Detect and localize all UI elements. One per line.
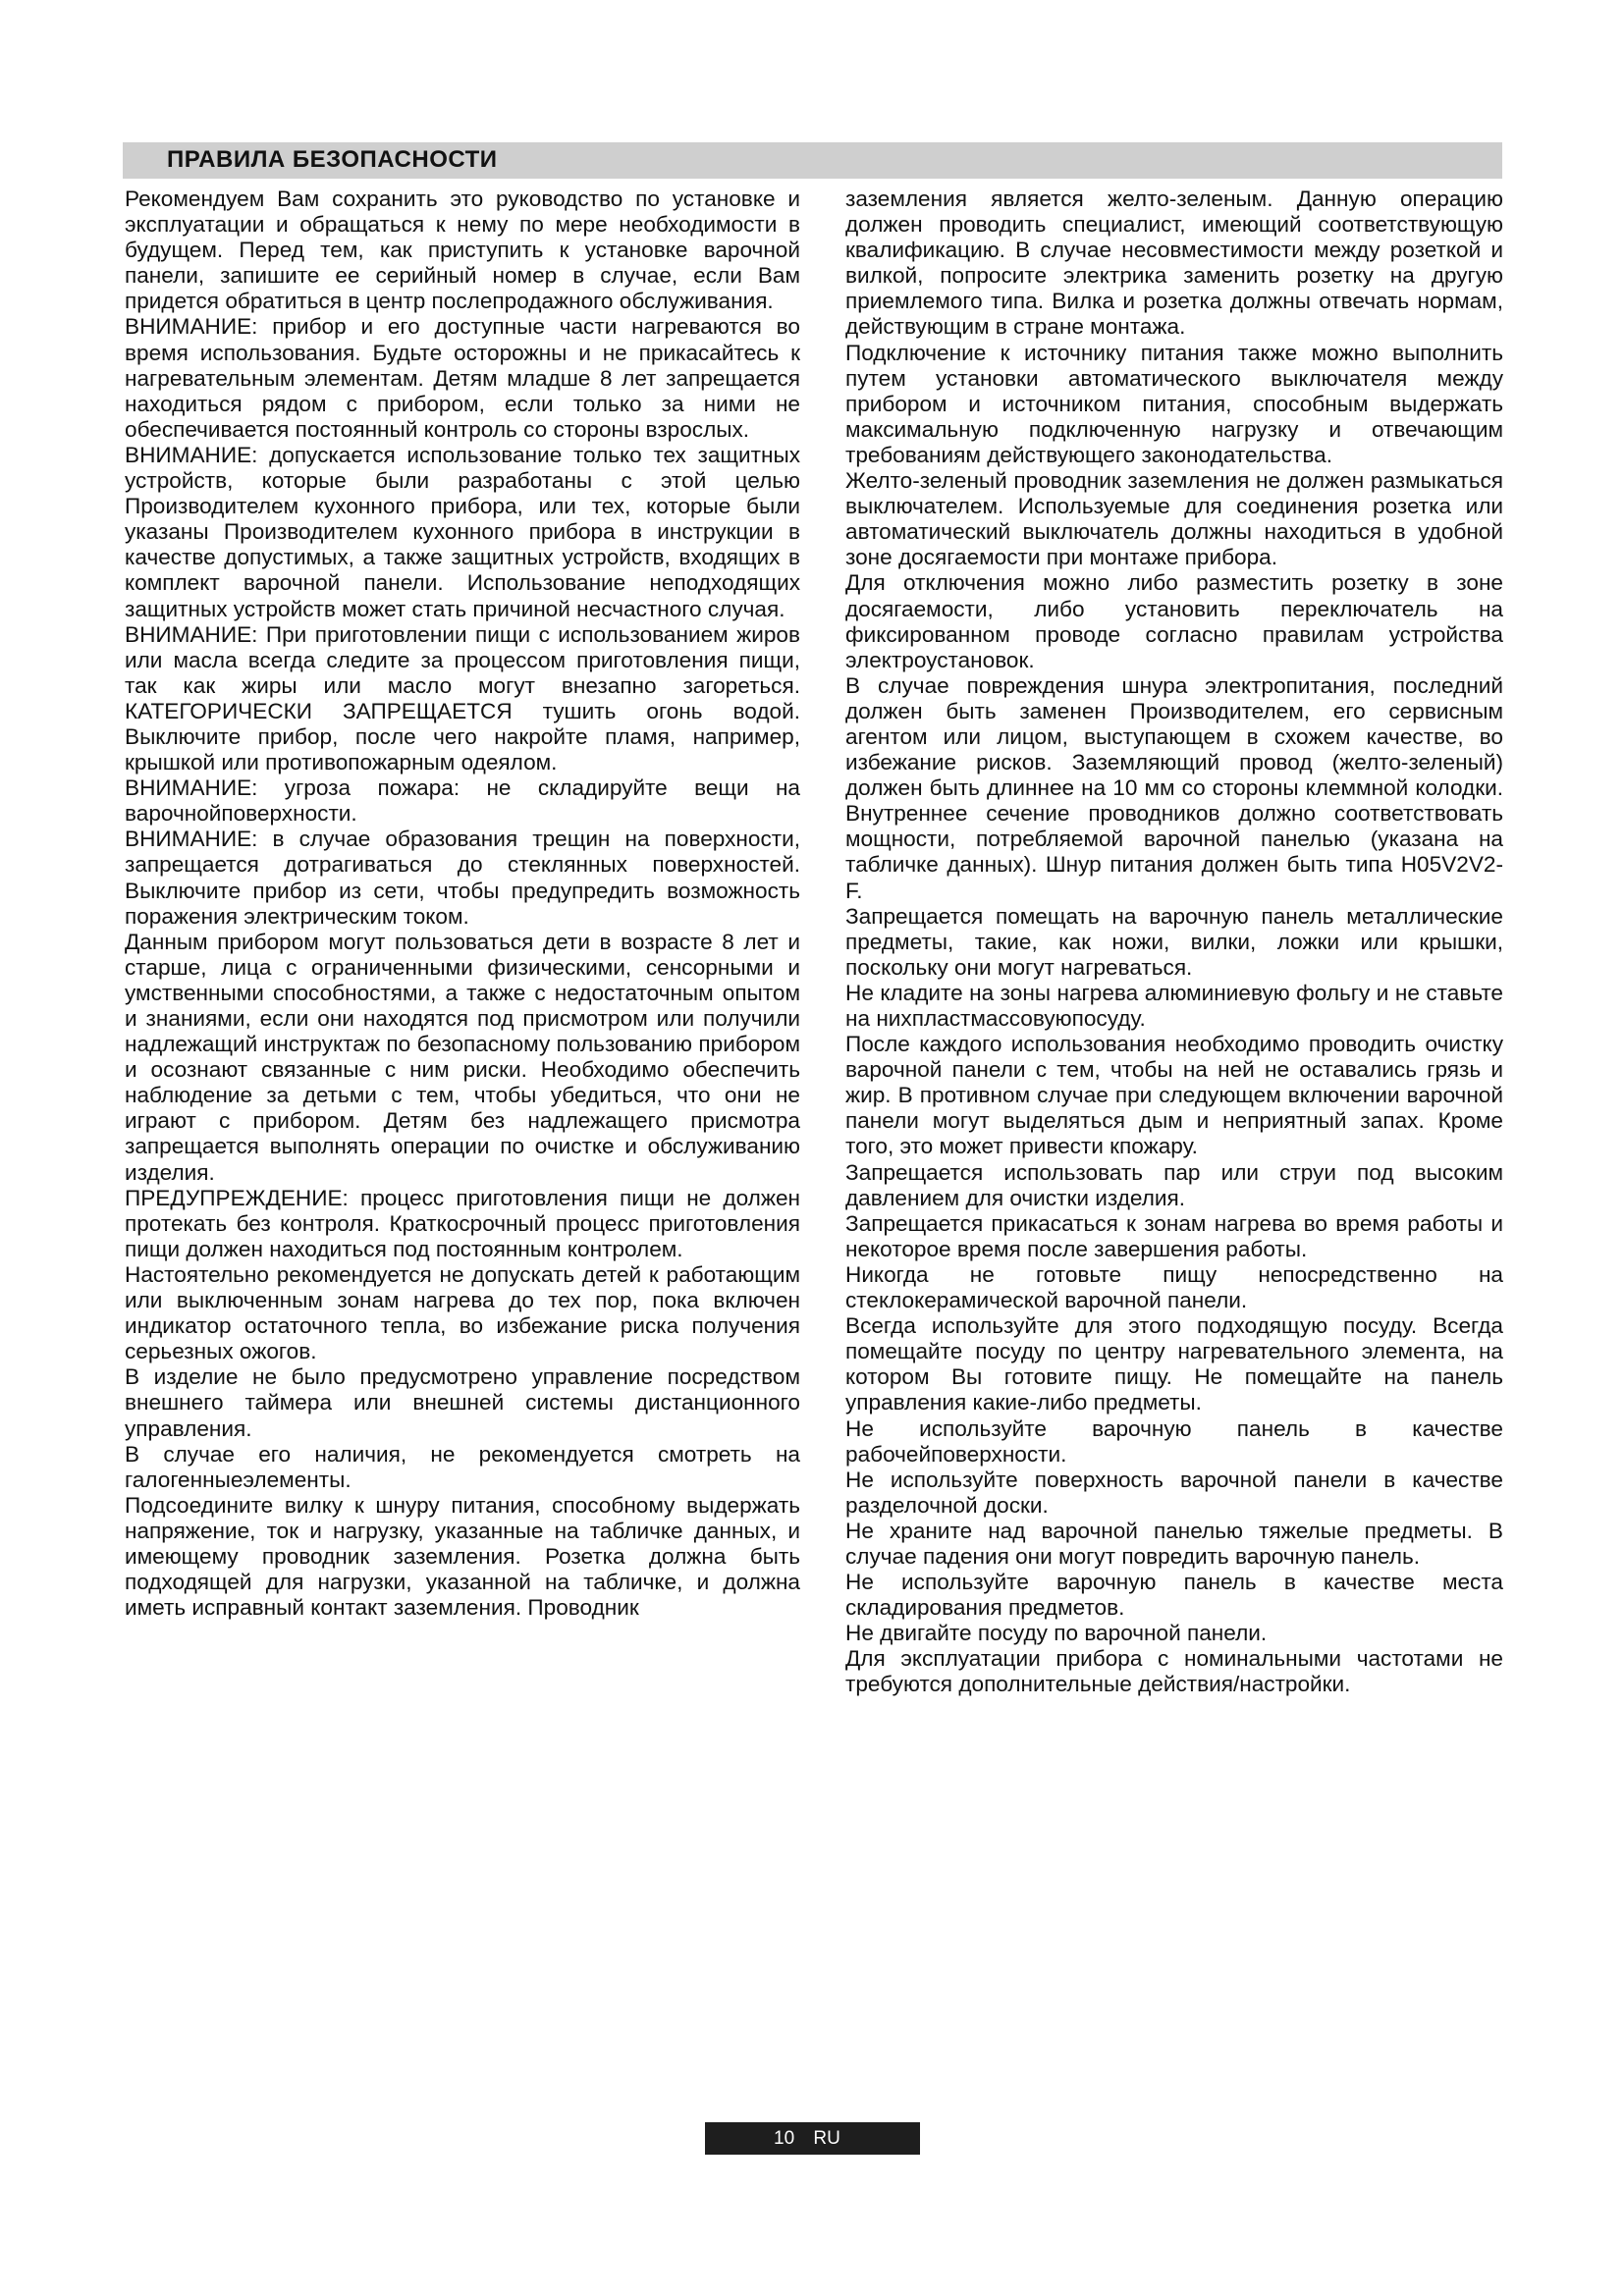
section-header-bar [123, 142, 1502, 179]
paragraph: Не используйте варочную панель в качестве рабочейповерхности. [845, 1415, 1503, 1467]
paragraph: заземления является желто-зеленым. Данную операцию должен проводить специалист, имеющий соответствующую квалификацию. В случае несовместимости между розеткой и вилкой, попросите электрика заменить розетку на другую приемлемого типа. Вилка и розетка должны отвечать нормам, действующим в стране монтажа. [845, 187, 1503, 340]
paragraph: Для отключения можно либо разместить розетку в зоне досягаемости, либо установить переключатель на фиксированном проводе согласно правилам устройства электроустановок. [845, 570, 1503, 672]
paragraph: Подключение к источнику питания также можно выполнить путем установки автоматического выключателя между прибором и источником питания, способным выдержать максимальную подключенную нагрузку и отвечающим требованиям действующего законодательства. [845, 340, 1503, 467]
paragraph: ВНИМАНИЕ: угроза пожара: не складируйте вещи на варочнойповерхности. [125, 775, 800, 827]
page-footer [705, 2122, 920, 2155]
paragraph: Не используйте варочную панель в качестве места складирования предметов. [845, 1570, 1503, 1621]
paragraph: В изделие не было предусмотрено управление посредством внешнего таймера или внешней системы дистанционного управления. [125, 1364, 800, 1441]
page-number: 10 [774, 2128, 795, 2149]
paragraph: ВНИМАНИЕ: в случае образования трещин на поверхности, запрещается дотрагиваться до стеклянных поверхностей. Выключите прибор из сети, чтобы предупредить возможность поражения электрическим током. [125, 827, 800, 929]
paragraph: В случае повреждения шнура электропитания, последний должен быть заменен Производителем, его сервисным агентом или лицом, выступающем в схожем качестве, во избежание рисков. Заземляющий провод (желто-зеленый) должен быть длиннее на 10 мм со стороны клеммной колодки. Внутреннее сечение проводников должно соответствовать мощности, потребляемой варочной панелью (указана на табличке данных). Шнур питания должен быть типа H05V2V2-F. [845, 672, 1503, 903]
paragraph: Настоятельно рекомендуется не допускать детей к работающим или выключенным зонам нагрева до тех пор, пока включен индикатор остаточного тепла, во избежание риска получения серьезных ожогов. [125, 1261, 800, 1364]
paragraph: Для эксплуатации прибора с номинальными частотами не требуются дополнительные действия/настройки. [845, 1646, 1503, 1697]
section-title: ПРАВИЛА БЕЗОПАСНОСТИ [167, 146, 498, 173]
paragraph: ВНИМАНИЕ: допускается использование только тех защитных устройств, которые были разработаны с этой целью Производителем кухонного прибора, или тех, которые были указаны Производителем кухонного прибора в инструкции в качестве допустимых, а также защитных устройств, входящих в комплект варочной панели. Использование неподходящих защитных устройств может стать причиной несчастного случая. [125, 442, 800, 621]
paragraph: Подсоедините вилку к шнуру питания, способному выдержать напряжение, ток и нагрузку, указанные на табличке данных, и имеющему проводник заземления. Розетка должна быть подходящей для нагрузки, указанной на табличке, и должна иметь исправный контакт заземления. Проводник [125, 1492, 800, 1621]
paragraph: Всегда используйте для этого подходящую посуду. Всегда помещайте посуду по центру нагревательного элемента, на котором Вы готовите пищу. Не помещайте на панель управления какие-либо предметы. [845, 1313, 1503, 1415]
right-column [845, 187, 1503, 1698]
paragraph: Не двигайте посуду по варочной панели. [845, 1621, 1268, 1646]
paragraph: В случае его наличия, не рекомендуется смотреть на галогенныеэлементы. [125, 1441, 800, 1492]
paragraph: Желто-зеленый проводник заземления не должен размыкаться выключателем. Используемые для соединения розетка или автоматический выключатель должны находиться в удобной зоне досягаемости при монтаже прибора. [845, 468, 1503, 570]
language-code: RU [813, 2128, 840, 2149]
left-column [125, 187, 800, 1621]
paragraph: Запрещается прикасаться к зонам нагрева во время работы и некоторое время после завершения работы. [845, 1210, 1503, 1261]
paragraph: Запрещается помещать на варочную панель металлические предметы, такие, как ножи, вилки, ложки или крышки, поскольку они могут нагреваться. [845, 903, 1503, 980]
paragraph: ПРЕДУПРЕЖДЕНИЕ: процесс приготовления пищи не должен протекать без контроля. Краткосрочный процесс приготовления пищи должен находиться под постоянным контролем. [125, 1185, 800, 1261]
paragraph: Никогда не готовьте пищу непосредственно на стеклокерамической варочной панели. [845, 1261, 1503, 1313]
paragraph: ВНИМАНИЕ: При приготовлении пищи с использованием жиров или масла всегда следите за процессом приготовления пищи, так как жиры или масло могут внезапно загореться. КАТЕГОРИЧЕСКИ ЗАПРЕЩАЕТСЯ тушить огонь водой. Выключите прибор, после чего накройте пламя, например, крышкой или противопожарным одеялом. [125, 621, 800, 775]
paragraph: Рекомендуем Вам сохранить это руководство по установке и эксплуатации и обращаться к нему по мере необходимости в будущем. Перед тем, как приступить к установке варочной панели, запишите ее серийный номер в случае, если Вам придется обратиться в центр послепродажного обслуживания. [125, 187, 800, 314]
paragraph: Данным прибором могут пользоваться дети в возрасте 8 лет и старше, лица с ограниченными физическими, сенсорными и умственными способностями, а также с недостаточным опытом и знаниями, если они находятся под присмотром или получили надлежащий инструктаж по безопасному пользованию прибором и осознают связанные с ним риски. Необходимо обеспечить наблюдение за детьми с тем, чтобы убедиться, что они не играют с прибором. Детям без надлежащего присмотра запрещается выполнять операции по очистке и обслуживанию изделия. [125, 929, 800, 1185]
paragraph: Не кладите на зоны нагрева алюминиевую фольгу и не ставьте на нихпластмассовуюпосуду. [845, 980, 1503, 1031]
paragraph: ВНИМАНИЕ: прибор и его доступные части нагреваются во время использования. Будьте осторожны и не прикасайтесь к нагревательным элементам. Детям младше 8 лет запрещается находиться рядом с прибором, если только за ними не обеспечивается постоянный контроль со стороны взрослых. [125, 314, 800, 442]
paragraph: Запрещается использовать пар или струи под высоким давлением для очистки изделия. [845, 1159, 1503, 1210]
paragraph: Не храните над варочной панелью тяжелые предметы. В случае падения они могут повредить варочную панель. [845, 1518, 1503, 1569]
paragraph: Не используйте поверхность варочной панели в качестве разделочной доски. [845, 1467, 1503, 1518]
paragraph: После каждого использования необходимо проводить очистку варочной панели с тем, чтобы на ней не оставались грязь и жир. В противном случае при следующем включении варочной панели могут выделяться дым и неприятный запах. Кроме того, это может привести кпожару. [845, 1032, 1503, 1159]
